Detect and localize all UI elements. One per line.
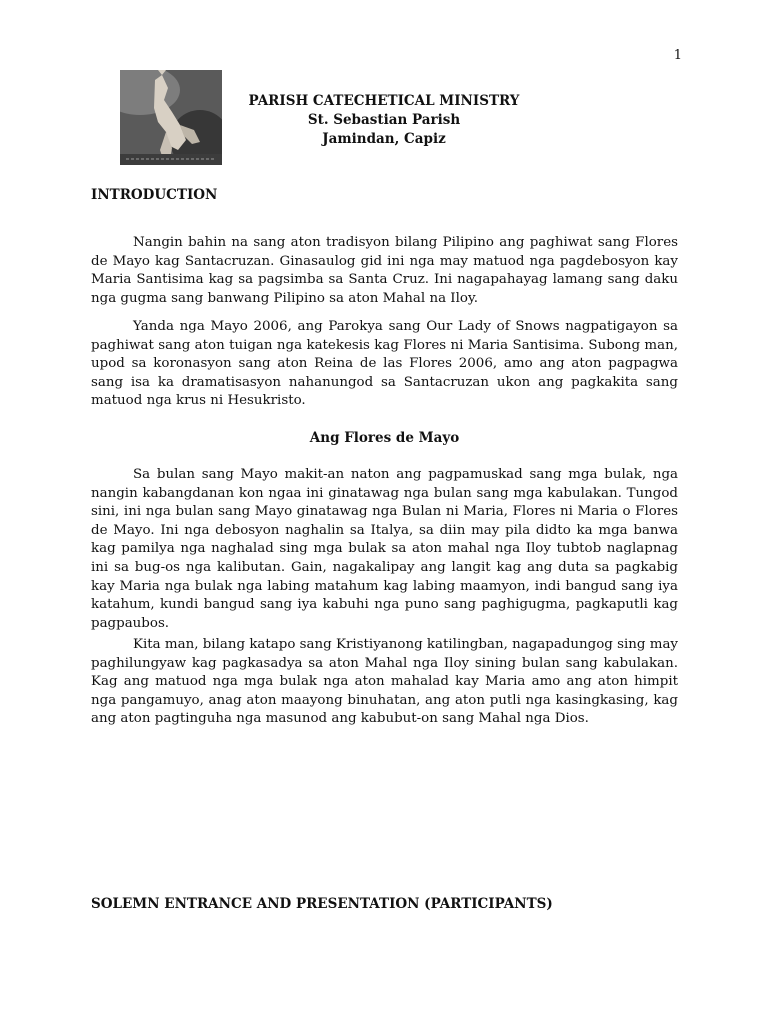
parish-location: Jamindan, Capiz bbox=[322, 131, 446, 147]
document-header bbox=[200, 92, 568, 149]
ministry-title: PARISH CATECHETICAL MINISTRY bbox=[248, 93, 520, 109]
intro-paragraph-2: Yanda nga Mayo 2006, ang Parokya sang Our Lady of Snows nagpatigayon sa paghiwat sang aton tuigan nga katekesis kag Flores ni Maria Santisima. Subong man, upod sa koronasyon sang aton Reina de las Flores 2006, amo ang aton pagpagwa sang isa ka dramatisasyon nahanungod sa Santacruzan ukon ang pagkakita sang matuod nga krus ni Hesukristo. bbox=[91, 319, 678, 409]
flores-paragraph-1: Sa bulan sang Mayo makit-an naton ang pagpamuskad sang mga bulak, nga nangin kabangdanan kon ngaa ini ginatawag nga bulan sang mga kabulakan. Tungod sini, ini nga bulan sang Mayo ginatawag nga Bulan ni Maria, Flores ni Maria o Flores de Mayo. Ini nga debosyon naghalin sa Italya, sa diin may pila didto ka mga banwa kag pamilya nga naghalad sing mga bulak sa aton mahal nga Iloy tubtob naglapnag ini sa bug-os nga kalibutan. Gain, nagakalipay ang langit kag ang duta sa pagkabig kay Maria nga bulak nga labing matahum kag labing maamyon, indi bangud sang iya katahum, kundi bangud sang iya kabuhi nga puno sang paghigugma, pagkaputli kag pagpaubos. bbox=[91, 467, 678, 631]
parish-name: St. Sebastian Parish bbox=[307, 112, 461, 128]
solemn-entrance-heading: SOLEMN ENTRANCE AND PRESENTATION (PARTICIPANTS) bbox=[91, 896, 553, 912]
introduction-heading: INTRODUCTION bbox=[91, 187, 218, 203]
flores-paragraph-2: Kita man, bilang katapo sang Kristiyanong katilingban, nagapadungog sing may paghilungyaw kag pagkasadya sa aton Mahal nga Iloy sining bulan sang kabulakan. Kag ang matuod nga mga bulak nga aton mahalad kay Maria amo ang aton himpit nga pangamuyo, anag aton maayong binuhatan, ang aton putli nga kasingkasing, kag ang aton pagtinguha nga masunod ang kabubut-on sang Mahal nga Dios. bbox=[91, 637, 678, 727]
page-number: 1 bbox=[673, 48, 682, 63]
flores-heading: Ang Flores de Mayo bbox=[309, 430, 460, 446]
intro-paragraph-1: Nangin bahin na sang aton tradisyon bilang Pilipino ang paghiwat sang Flores de Mayo kag Santacruzan. Ginasaulog gid ini nga may matuod nga pagdebosyon kay Maria Santisima kag sa pagsimba sa Santa Cruz. Ini nagapahayag lamang sang daku nga gugma sang banwang Pilipino sa aton Mahal na Iloy. bbox=[91, 235, 678, 306]
